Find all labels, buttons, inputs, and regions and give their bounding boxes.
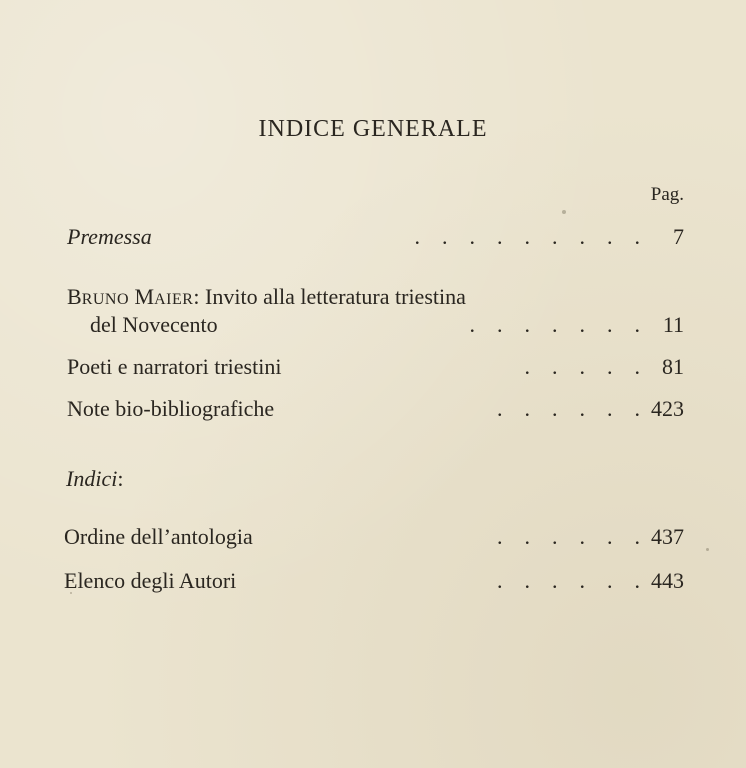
dot-leader: . . . . . . (497, 568, 640, 593)
dot-leader: . . . . . . . (469, 312, 640, 337)
page-column-label: Pag. (650, 184, 684, 205)
toc-entry-label: Poeti e narratori triestini (67, 354, 282, 379)
paper-speck (70, 592, 72, 594)
toc-entry-invito-line1 (0, 282, 746, 312)
toc-entry-page: 423 (651, 396, 684, 421)
dot-leader: . . . . . . . . . (414, 224, 640, 249)
dot-leader: . . . . . . (497, 396, 640, 421)
dot-leader: . . . . . (524, 354, 640, 379)
toc-entry-label: Elenco degli Autori (64, 568, 237, 593)
toc-entry-elenco (0, 566, 746, 596)
dot-leader: . . . . . . (497, 524, 640, 549)
toc-entry-title: : Invito alla letteratura triestina (193, 284, 466, 309)
toc-entry-page: 443 (651, 568, 684, 593)
toc-entry-page: 7 (673, 224, 684, 249)
toc-entry-ordine (0, 522, 746, 552)
toc-entry-premessa (0, 222, 746, 252)
toc-entry-invito-line2 (0, 310, 746, 340)
toc-entry-note (0, 394, 746, 424)
section-heading-colon: : (117, 466, 124, 491)
paper-speck (706, 548, 709, 551)
toc-entry-page: 81 (662, 354, 684, 379)
author-smallcaps: RUNO (81, 291, 130, 308)
toc-entry-label: Note bio-bibliografiche (67, 396, 275, 421)
author-initial: M (134, 284, 155, 309)
section-heading-indici (66, 464, 123, 494)
author-smallcaps: AIER (154, 291, 194, 308)
paper-speck (562, 210, 566, 214)
toc-entry-page: 437 (651, 524, 684, 549)
toc-entry-label: Premessa (67, 224, 152, 249)
toc-entry-poeti (0, 352, 746, 382)
toc-entry-page: 11 (662, 312, 684, 337)
section-heading-text: Indici (66, 466, 118, 491)
toc-entry-label-continued: del Novecento (90, 312, 218, 337)
page-title: INDICE GENERALE (258, 116, 488, 142)
toc-entry-label: Ordine dell’antologia (64, 524, 253, 549)
author-initial: B (67, 284, 82, 309)
